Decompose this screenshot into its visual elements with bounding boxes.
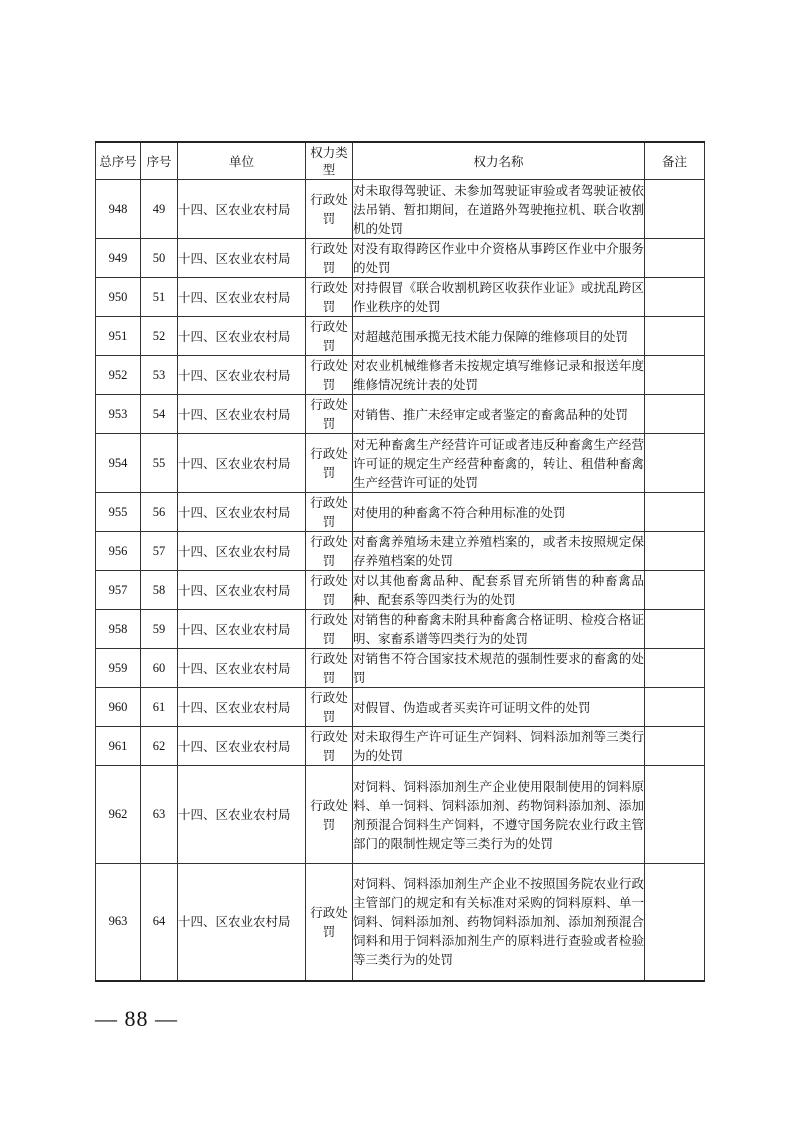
- cell-unit: 十四、区农业农村局: [178, 278, 306, 317]
- table-row: [96, 239, 705, 278]
- cell-power-name: 对畜禽养殖场未建立养殖档案的，或者未按照规定保存养殖档案的处罚: [353, 532, 645, 571]
- cell-seq: 62: [141, 727, 178, 766]
- cell-power-name: 对未取得驾驶证、未参加驾驶证审验或者驾驶证被依法吊销、暂扣期间，在道路外驾驶拖拉机、联合收割机的处罚: [353, 180, 645, 239]
- table-row: [96, 688, 705, 727]
- cell-type: 行政处罚: [306, 649, 353, 688]
- cell-note: [645, 766, 705, 864]
- cell-total-no: 956: [96, 532, 141, 571]
- cell-power-name: 对持假冒《联合收割机跨区收获作业证》或扰乱跨区作业秩序的处罚: [353, 278, 645, 317]
- cell-power-name: 对销售、推广未经审定或者鉴定的畜禽品种的处罚: [353, 395, 645, 434]
- cell-seq: 54: [141, 395, 178, 434]
- cell-power-name: 对没有取得跨区作业中介资格从事跨区作业中介服务的处罚: [353, 239, 645, 278]
- table-row: [96, 766, 705, 864]
- cell-total-no: 954: [96, 434, 141, 493]
- cell-total-no: 957: [96, 571, 141, 610]
- cell-total-no: 955: [96, 493, 141, 532]
- cell-total-no: 952: [96, 356, 141, 395]
- table-row: [96, 727, 705, 766]
- cell-seq: 50: [141, 239, 178, 278]
- cell-total-no: 961: [96, 727, 141, 766]
- cell-seq: 52: [141, 317, 178, 356]
- cell-type: 行政处罚: [306, 395, 353, 434]
- cell-seq: 53: [141, 356, 178, 395]
- cell-unit: 十四、区农业农村局: [178, 766, 306, 864]
- cell-unit: 十四、区农业农村局: [178, 434, 306, 493]
- cell-seq: 58: [141, 571, 178, 610]
- cell-note: [645, 278, 705, 317]
- cell-type: 行政处罚: [306, 532, 353, 571]
- cell-total-no: 953: [96, 395, 141, 434]
- cell-type: 行政处罚: [306, 766, 353, 864]
- cell-unit: 十四、区农业农村局: [178, 571, 306, 610]
- cell-power-name: 对未取得生产许可证生产饲料、饲料添加剂等三类行为的处罚: [353, 727, 645, 766]
- cell-unit: 十四、区农业农村局: [178, 317, 306, 356]
- cell-unit: 十四、区农业农村局: [178, 864, 306, 981]
- cell-type: 行政处罚: [306, 727, 353, 766]
- header-seq: 序号: [141, 142, 178, 180]
- cell-note: [645, 239, 705, 278]
- table-header-row: [96, 142, 705, 180]
- cell-unit: 十四、区农业农村局: [178, 356, 306, 395]
- cell-unit: 十四、区农业农村局: [178, 395, 306, 434]
- cell-total-no: 962: [96, 766, 141, 864]
- cell-power-name: 对销售的种畜禽未附具种畜禽合格证明、检疫合格证明、家畜系谱等四类行为的处罚: [353, 610, 645, 649]
- cell-seq: 56: [141, 493, 178, 532]
- cell-unit: 十四、区农业农村局: [178, 493, 306, 532]
- cell-seq: 57: [141, 532, 178, 571]
- cell-total-no: 949: [96, 239, 141, 278]
- cell-power-name: 对以其他畜禽品种、配套系冒充所销售的种畜禽品种、配套系等四类行为的处罚: [353, 571, 645, 610]
- cell-unit: 十四、区农业农村局: [178, 180, 306, 239]
- cell-note: [645, 493, 705, 532]
- cell-power-name: 对饲料、饲料添加剂生产企业使用限制使用的饲料原料、单一饲料、饲料添加剂、药物饲料添加剂、添加剂预混合饲料生产饲料，不遵守国务院农业行政主管部门的限制性规定等三类行为的处罚: [353, 766, 645, 864]
- table-row: [96, 532, 705, 571]
- table-row: [96, 356, 705, 395]
- cell-note: [645, 571, 705, 610]
- cell-seq: 64: [141, 864, 178, 981]
- cell-note: [645, 864, 705, 981]
- cell-type: 行政处罚: [306, 864, 353, 981]
- cell-unit: 十四、区农业农村局: [178, 727, 306, 766]
- cell-note: [645, 610, 705, 649]
- header-total-no: 总序号: [96, 142, 141, 180]
- cell-note: [645, 727, 705, 766]
- cell-note: [645, 434, 705, 493]
- cell-total-no: 951: [96, 317, 141, 356]
- cell-type: 行政处罚: [306, 571, 353, 610]
- cell-seq: 63: [141, 766, 178, 864]
- power-list-table: [95, 141, 705, 982]
- cell-type: 行政处罚: [306, 278, 353, 317]
- table-row: [96, 434, 705, 493]
- table-row: [96, 278, 705, 317]
- cell-unit: 十四、区农业农村局: [178, 688, 306, 727]
- cell-type: 行政处罚: [306, 317, 353, 356]
- table-row: [96, 649, 705, 688]
- cell-total-no: 960: [96, 688, 141, 727]
- cell-power-name: 对销售不符合国家技术规范的强制性要求的畜禽的处罚: [353, 649, 645, 688]
- header-type: 权力类型: [306, 142, 353, 180]
- table-row: [96, 610, 705, 649]
- cell-total-no: 948: [96, 180, 141, 239]
- cell-total-no: 950: [96, 278, 141, 317]
- header-name: 权力名称: [353, 142, 645, 180]
- cell-seq: 55: [141, 434, 178, 493]
- header-note: 备注: [645, 142, 705, 180]
- cell-note: [645, 649, 705, 688]
- cell-unit: 十四、区农业农村局: [178, 239, 306, 278]
- cell-note: [645, 395, 705, 434]
- cell-unit: 十四、区农业农村局: [178, 649, 306, 688]
- page-number: — 88 —: [95, 1006, 178, 1031]
- cell-note: [645, 356, 705, 395]
- table-row: [96, 864, 705, 981]
- header-unit: 单位: [178, 142, 306, 180]
- cell-type: 行政处罚: [306, 434, 353, 493]
- cell-power-name: 对农业机械维修者未按规定填写维修记录和报送年度维修情况统计表的处罚: [353, 356, 645, 395]
- cell-note: [645, 532, 705, 571]
- cell-seq: 51: [141, 278, 178, 317]
- table-row: [96, 571, 705, 610]
- cell-type: 行政处罚: [306, 180, 353, 239]
- cell-note: [645, 688, 705, 727]
- cell-note: [645, 180, 705, 239]
- cell-seq: 49: [141, 180, 178, 239]
- cell-note: [645, 317, 705, 356]
- cell-unit: 十四、区农业农村局: [178, 610, 306, 649]
- cell-total-no: 959: [96, 649, 141, 688]
- cell-seq: 61: [141, 688, 178, 727]
- cell-type: 行政处罚: [306, 688, 353, 727]
- table-row: [96, 317, 705, 356]
- cell-power-name: 对假冒、伪造或者买卖许可证明文件的处罚: [353, 688, 645, 727]
- table-row: [96, 395, 705, 434]
- cell-power-name: 对饲料、饲料添加剂生产企业不按照国务院农业行政主管部门的规定和有关标准对采购的饲料原料、单一饲料、饲料添加剂、药物饲料添加剂、添加剂预混合饲料和用于饲料添加剂生产的原料进行查验或者检验等三类行为的处罚: [353, 864, 645, 981]
- cell-power-name: 对超越范围承揽无技术能力保障的维修项目的处罚: [353, 317, 645, 356]
- cell-total-no: 963: [96, 864, 141, 981]
- cell-type: 行政处罚: [306, 239, 353, 278]
- cell-seq: 59: [141, 610, 178, 649]
- cell-power-name: 对使用的种畜禽不符合种用标准的处罚: [353, 493, 645, 532]
- cell-unit: 十四、区农业农村局: [178, 532, 306, 571]
- cell-total-no: 958: [96, 610, 141, 649]
- cell-type: 行政处罚: [306, 610, 353, 649]
- cell-seq: 60: [141, 649, 178, 688]
- table-row: [96, 180, 705, 239]
- cell-power-name: 对无种畜禽生产经营许可证或者违反种畜禽生产经营许可证的规定生产经营种畜禽的，转让、租借种畜禽生产经营许可证的处罚: [353, 434, 645, 493]
- cell-type: 行政处罚: [306, 356, 353, 395]
- table-row: [96, 493, 705, 532]
- cell-type: 行政处罚: [306, 493, 353, 532]
